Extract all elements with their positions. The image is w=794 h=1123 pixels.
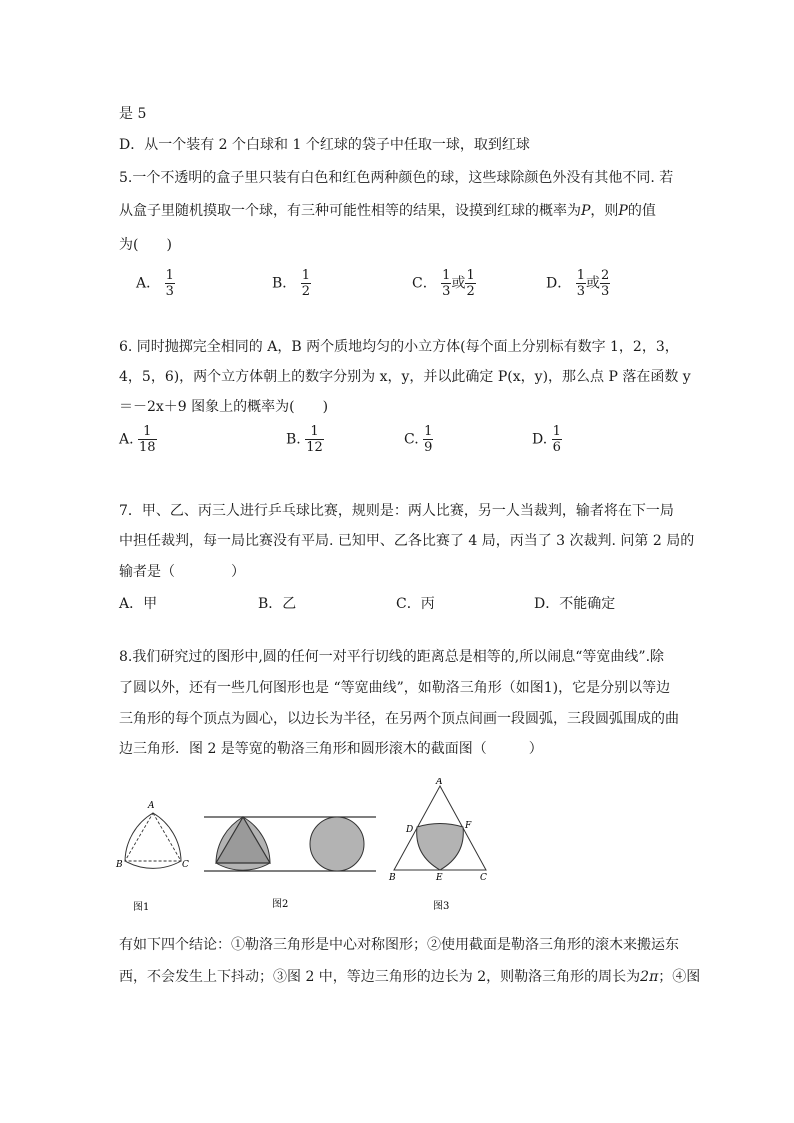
q5-line-2-a: 从盒子里随机摸取一个球，有三种可能性相等的结果，设摸到红球的概率为	[119, 203, 581, 219]
fig2-caption: 图2	[272, 899, 289, 910]
q6-line-1: 6. 同时抛掷完全相同的 A，B 两个质地均匀的小立方体(每个面上分别标有数字 1，2，3，	[119, 339, 679, 355]
q8-conclusion-2-a: 西，不会发生上下抖动；③图 2 中，等边三角形的边长为 2，则勒洛三角形的周长为	[119, 969, 641, 985]
q6-option-c-fraction: $\frac{1}{9}$	[424, 424, 433, 455]
q6-option-d	[532, 424, 562, 455]
q7-line-1: 7．甲、乙、丙三人进行乒乓球比赛，规则是：两人比赛，另一人当裁判，输者将在下一局	[119, 503, 674, 519]
fig3-label-f: F	[465, 821, 472, 831]
q5-line-2-c: 的值	[627, 203, 656, 219]
fig3-label-a: A	[436, 778, 443, 787]
q6-line-2: 4，5，6)，两个立方体朝上的数字分别为 x，y，并以此确定 P(x，y)，那么点 P 落在函数 y	[119, 369, 691, 385]
figure-3	[388, 778, 487, 912]
fig1-caption: 图1	[133, 902, 150, 913]
q8-line-4: 边三角形．图 2 是等宽的勒洛三角形和圆形滚木的截面图（ ）	[119, 741, 543, 757]
q6-option-c	[404, 424, 433, 455]
q6-option-b-fraction: $\frac{1}{12}$	[306, 424, 323, 455]
q7-line-3: 输者是（ ）	[119, 564, 245, 580]
q7-option-d: D．不能确定	[534, 596, 616, 612]
q5-option-c-label: C．	[412, 275, 437, 292]
q8-line-1: 8.我们研究过的图形中,圆的任何一对平行切线的距离总是相等的,所以闹息“等宽曲线”.除	[119, 649, 665, 665]
figure-2	[204, 817, 376, 910]
fig3-label-c: C	[480, 873, 487, 883]
q5-option-d-fraction-2: $\frac{2}{3}$	[600, 268, 610, 299]
q5-option-c-fraction-1: $\frac{1}{3}$	[442, 268, 451, 299]
q6-option-a-fraction: $\frac{1}{18}$	[139, 424, 156, 455]
q5-option-d-or: 或	[585, 275, 600, 292]
q6-option-b-label: B.	[286, 431, 301, 448]
q6-option-b	[286, 424, 324, 455]
q4-tail-text: 是 5	[119, 106, 147, 122]
q5-option-d	[546, 268, 610, 299]
q5-line-1: 5.一个不透明的盒子里只装有白色和红色两种颜色的球，这些球除颜色外没有其他不同. 若	[119, 170, 674, 186]
q5-option-c-fraction-2: $\frac{1}{2}$	[466, 268, 475, 299]
fig3-label-d: D	[406, 825, 414, 835]
fig1-label-a: A	[148, 801, 155, 811]
fig3-caption: 图3	[433, 901, 450, 912]
q6-option-d-label: D.	[532, 431, 548, 448]
q5-option-a-fraction: $\frac{1}{3}$	[165, 268, 174, 299]
q7-option-c: C．丙	[396, 596, 435, 612]
q5-line-2	[119, 200, 656, 220]
q5-option-a	[136, 268, 175, 299]
q6-option-a-label: A.	[119, 431, 134, 448]
fig3-label-e: E	[436, 873, 443, 883]
q6-option-a	[119, 424, 157, 455]
q5-line-3: 为( )	[119, 237, 172, 253]
q5-var-p-2: P	[618, 203, 628, 219]
figure-1	[115, 801, 189, 913]
q8-conclusion-2	[119, 966, 700, 986]
q8-conclusion-1: 有如下四个结论：①勒洛三角形是中心对称图形；②使用截面是勒洛三角形的滚木来搬运东	[119, 937, 679, 953]
q5-option-a-label: A．	[136, 275, 161, 292]
q5-option-d-fraction-1: $\frac{1}{3}$	[576, 268, 585, 299]
q7-option-a: A．甲	[119, 596, 158, 612]
q8-conclusion-2-b: ；④图	[658, 969, 701, 985]
q7-line-2: 中担任裁判，每一局比赛没有平局. 已知甲、乙各比赛了 4 局，丙当了 3 次裁判. 问第 2 局的	[119, 533, 695, 549]
q8-line-3: 三角形的每个顶点为圆心，以边长为半径，在另两个顶点间画一段圆弧，三段圆弧围成的曲	[119, 711, 679, 727]
fig1-label-b: B	[116, 860, 123, 870]
q5-option-c-or: 或	[451, 275, 466, 292]
q6-option-d-fraction: $\frac{1}{6}$	[552, 424, 561, 455]
q5-option-c	[412, 268, 476, 299]
q6-option-c-label: C.	[404, 431, 419, 448]
fig1-label-c: C	[182, 860, 189, 870]
q4-option-d: D．从一个装有 2 个白球和 1 个红球的袋子中任取一球，取到红球	[119, 137, 530, 153]
q5-var-p: P	[581, 203, 591, 219]
q5-line-2-b: ，则	[590, 203, 619, 219]
q5-option-b-fraction: $\frac{1}{2}$	[301, 268, 311, 299]
q8-conclusion-2-pi: 2π	[640, 969, 659, 985]
fig3-label-b: B	[389, 873, 396, 883]
q5-option-d-label: D．	[546, 275, 572, 292]
q5-option-b	[272, 268, 311, 299]
q7-option-b: B．乙	[258, 596, 297, 612]
q8-figures	[0, 778, 794, 918]
q5-option-b-label: B．	[272, 275, 297, 292]
q8-line-2: 了圆以外，还有一些几何图形也是 “等宽曲线”，如勒洛三角形（如图1)，它是分别以等边	[119, 680, 671, 696]
q6-line-3: ＝－2x＋9 图象上的概率为( )	[119, 399, 329, 415]
